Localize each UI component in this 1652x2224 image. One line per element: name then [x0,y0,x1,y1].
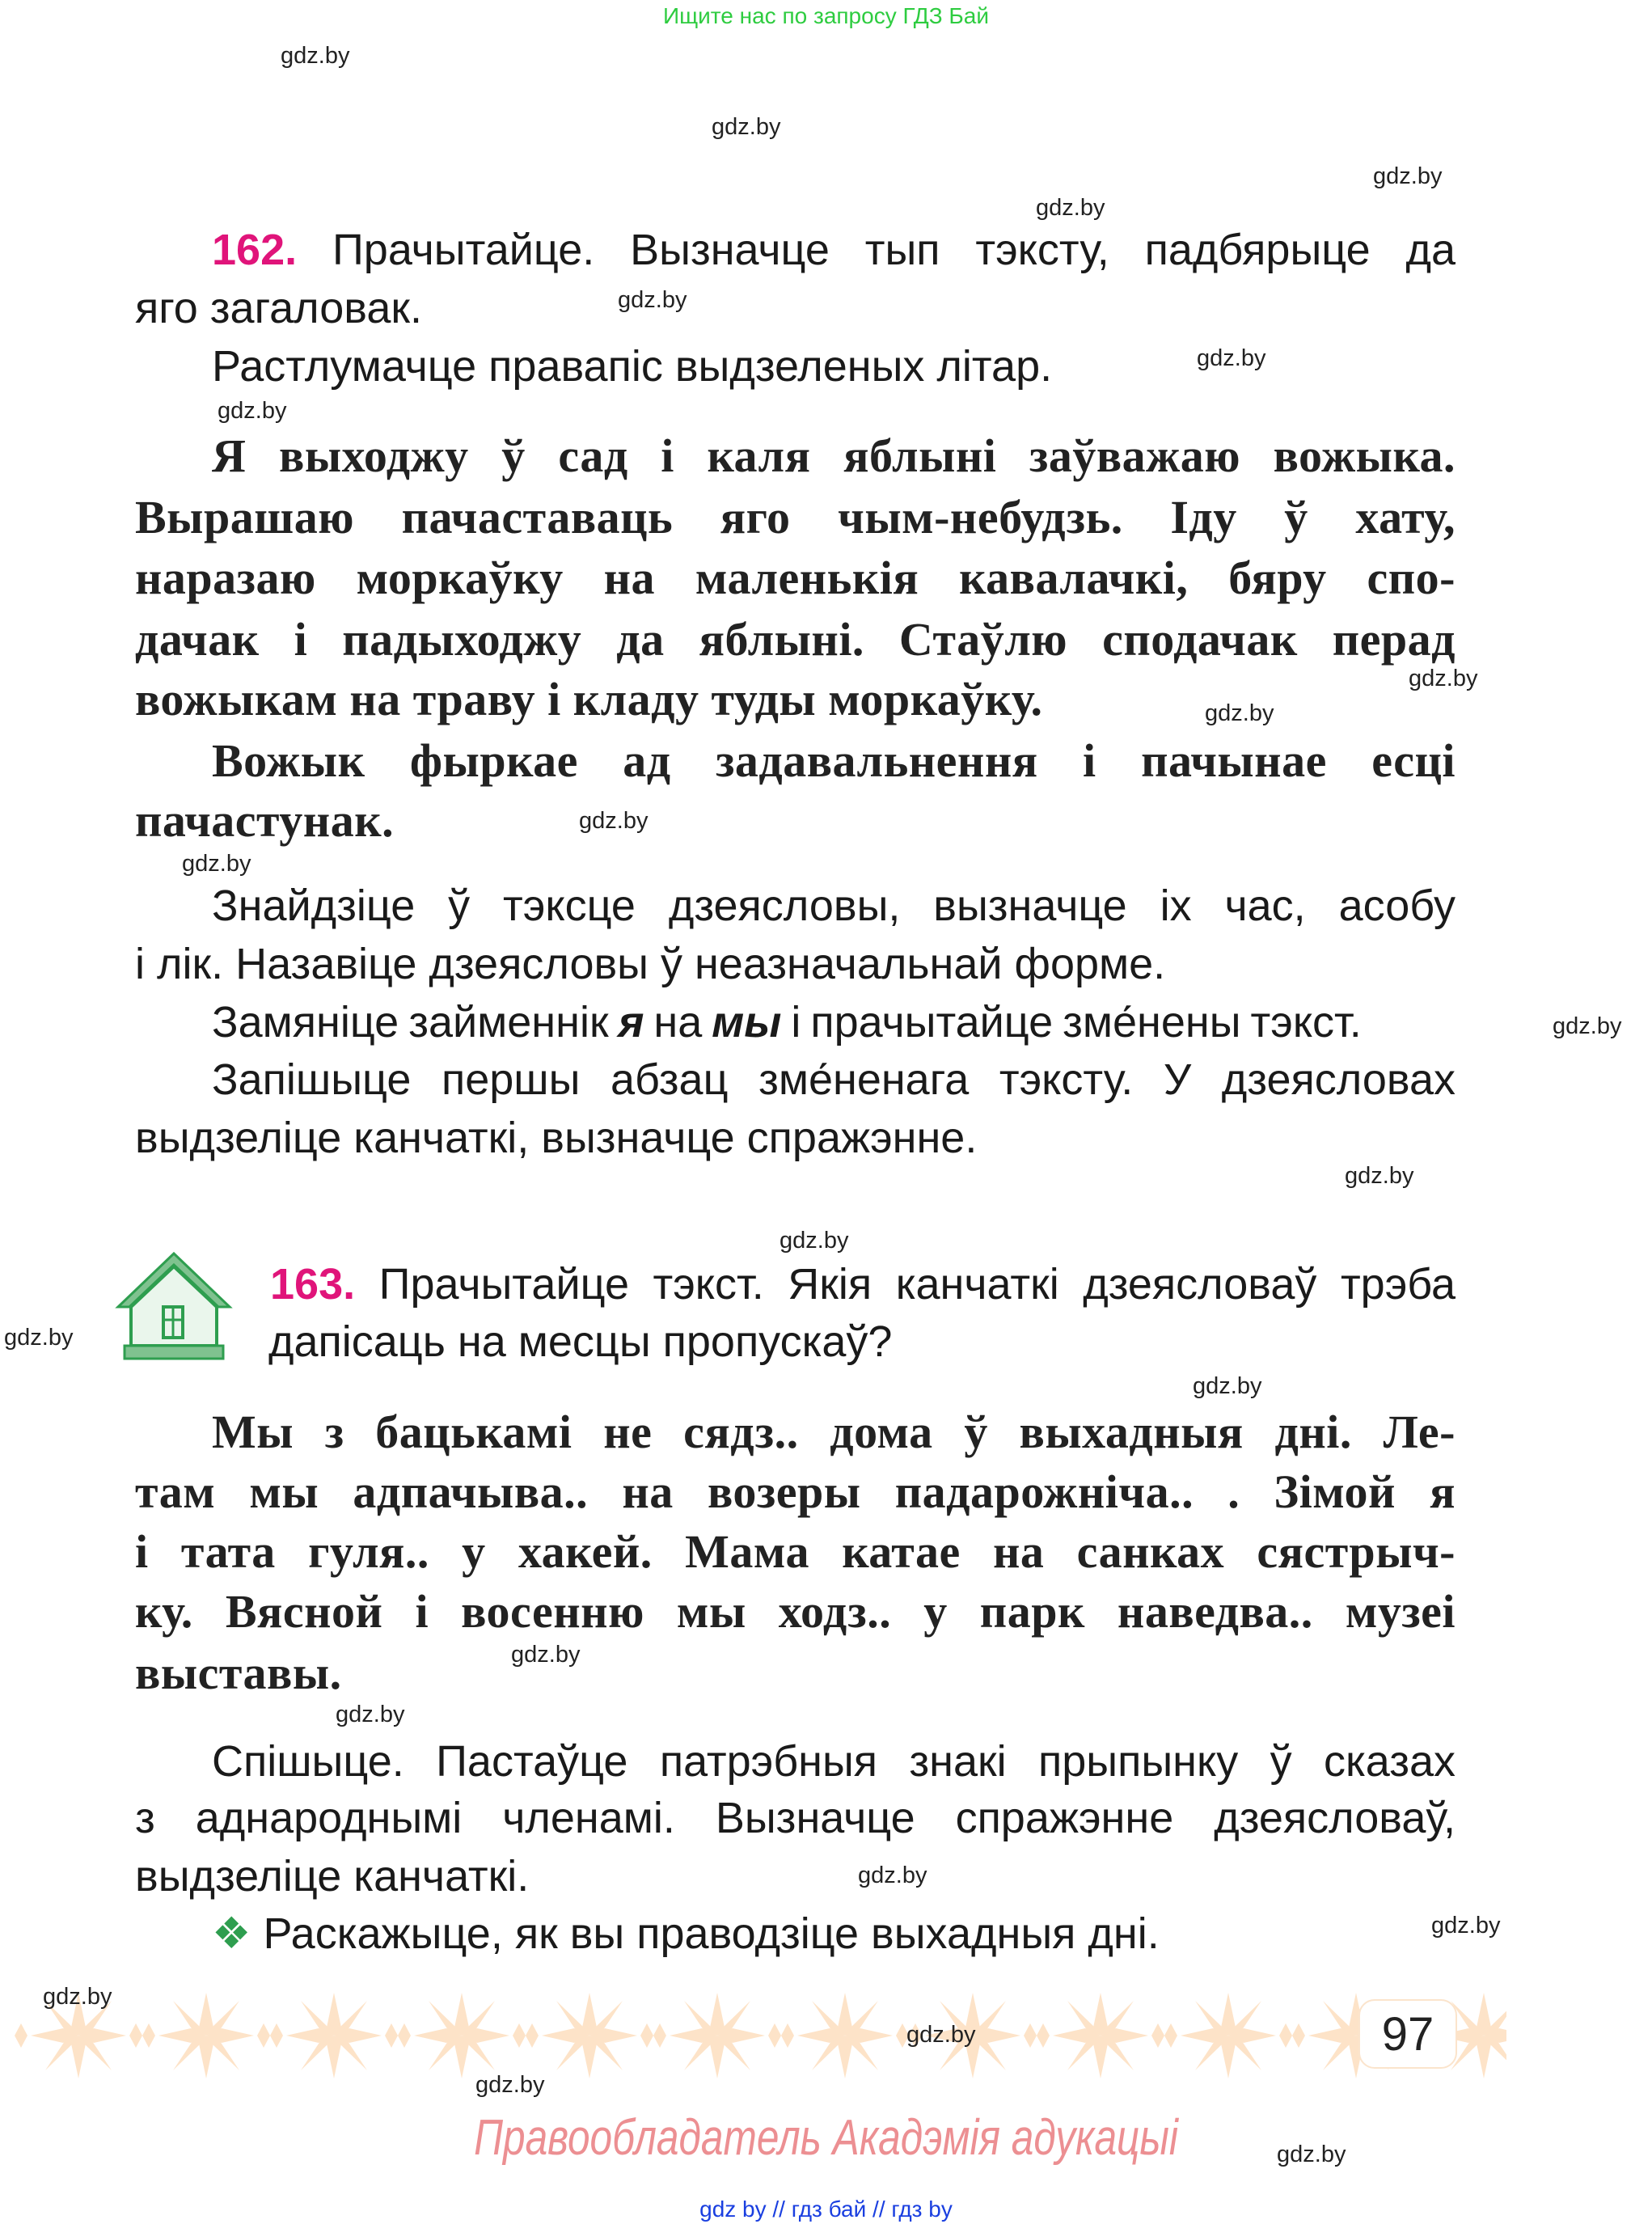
diamond-bullet-icon: ❖ [212,1909,251,1958]
watermark: gdz.by [1193,1373,1262,1399]
watermark: gdz.by [1345,1163,1414,1189]
ex163-task-text: Прачытайце тэкст. Якія канчаткі дзеясловаў трэба [378,1260,1456,1309]
task-line-replace [212,1000,1456,1044]
task-line: выдзеліце канчаткі, вызначце спражэнне. [135,1114,978,1162]
watermark: gdz.by [1431,1913,1501,1939]
pronoun-ya: я [618,998,644,1046]
footer-links[interactable]: gdz by // гдз бай // гдз by [699,2197,953,2222]
task-line: і лік. Назавіце дзеясловы ў неазначальнай форме. [135,940,1166,988]
watermark: gdz.by [4,1325,74,1351]
ex162-number: 162. [212,226,298,274]
task-line: Знайдзіце ў тэксце дзеясловы, вызначце іх час, асобу [212,882,1456,930]
watermark: gdz.by [218,398,287,424]
watermark: gdz.by [1409,666,1478,691]
watermark: gdz.by [1373,163,1443,189]
ex163-task-line [270,1260,1456,1309]
watermark: gdz.by [618,287,687,313]
story-line: Мы з бацькамі не сядз.. дома ў выхадныя дні. Ле- [212,1406,1456,1458]
watermark: gdz.by [1205,700,1274,726]
watermark: gdz.by [712,114,781,140]
ex162-task-text: Прачытайце. Вызначце тып тэксту, падбярыце да [332,226,1456,274]
watermark: gdz.by [281,43,350,69]
watermark: gdz.by [906,2022,976,2048]
replace-text: на [653,998,703,1046]
ex162-task-line [212,228,1456,272]
copyright-notice: Правообладатель Акадэмія адукацыі [474,2110,1178,2166]
watermark: gdz.by [1197,345,1266,371]
task-line: з аднароднымі членамі. Вызначце спражэнне дзеясловаў, [135,1794,1456,1842]
watermark: gdz.by [336,1702,405,1727]
watermark: gdz.by [858,1862,927,1888]
task-line: выдзеліце канчаткі. [135,1852,530,1901]
watermark: gdz.by [43,1984,112,2010]
watermark: gdz.by [1036,195,1105,221]
story-line: вожыкам на траву і кладу туды моркаўку. [135,673,1043,725]
discuss-text: Раскажыце, як вы праводзіце выхадныя дні. [263,1909,1160,1958]
story-line: наразаю моркаўку на маленькія кавалачкі, бяру спо- [135,552,1456,604]
story-line: выставы. [135,1647,342,1699]
story-line: ку. Вясной і восенню мы ходз.. у парк наведва.. музеі [135,1585,1456,1638]
ornament-border [15,1991,1506,2080]
watermark: gdz.by [1277,2142,1346,2167]
task-line: Спішыце. Пастаўце патрэбныя знакі прыпынку ў сказах [212,1737,1456,1786]
task-line: Запішыце першы абзац зме́ненага тэксту. У дзеясловах [212,1055,1456,1104]
watermark: gdz.by [475,2072,545,2098]
ex163-number: 163. [270,1260,356,1309]
watermark: gdz.by [780,1228,849,1254]
discuss-line [212,1909,1456,1958]
ex162-task-line: яго загаловак. [135,284,423,332]
watermark: gdz.by [1553,1013,1622,1039]
page-number: 97 [1358,1999,1457,2069]
watermark: gdz.by [511,1642,581,1668]
home-task-icon [115,1250,233,1362]
replace-text: Замяніце займеннік [212,998,609,1046]
story-line: Вожык фыркае ад задавальнення і пачынае есці [212,734,1456,787]
ex162-task-line: Растлумачце правапіс выдзеленых літар. [212,342,1053,391]
header-banner[interactable]: Ищите нас по запросу ГДЗ Бай [662,3,990,28]
watermark: gdz.by [182,851,251,877]
story-line: пачастунак. [135,794,395,847]
watermark: gdz.by [579,808,649,834]
pronoun-my: мы [712,998,782,1046]
replace-text: і прачытайце зме́нены тэкст. [791,998,1362,1046]
story-line: Вырашаю пачаставаць яго чым-небудзь. Іду ў хату, [135,491,1456,543]
ex163-task-line: дапісаць на месцы пропускаў? [268,1317,893,1366]
story-line: там мы адпачыва.. на возеры падарожніча.. . Зімой я [135,1465,1456,1518]
story-line: дачак і падыходжу да яблыні. Стаўлю сподачак перад [135,613,1456,666]
story-line: Я выходжу ў сад і каля яблыні заўважаю вожыка. [212,429,1456,482]
story-line: і тата гуля.. у хакей. Мама катае на санках сястрыч- [135,1525,1456,1578]
